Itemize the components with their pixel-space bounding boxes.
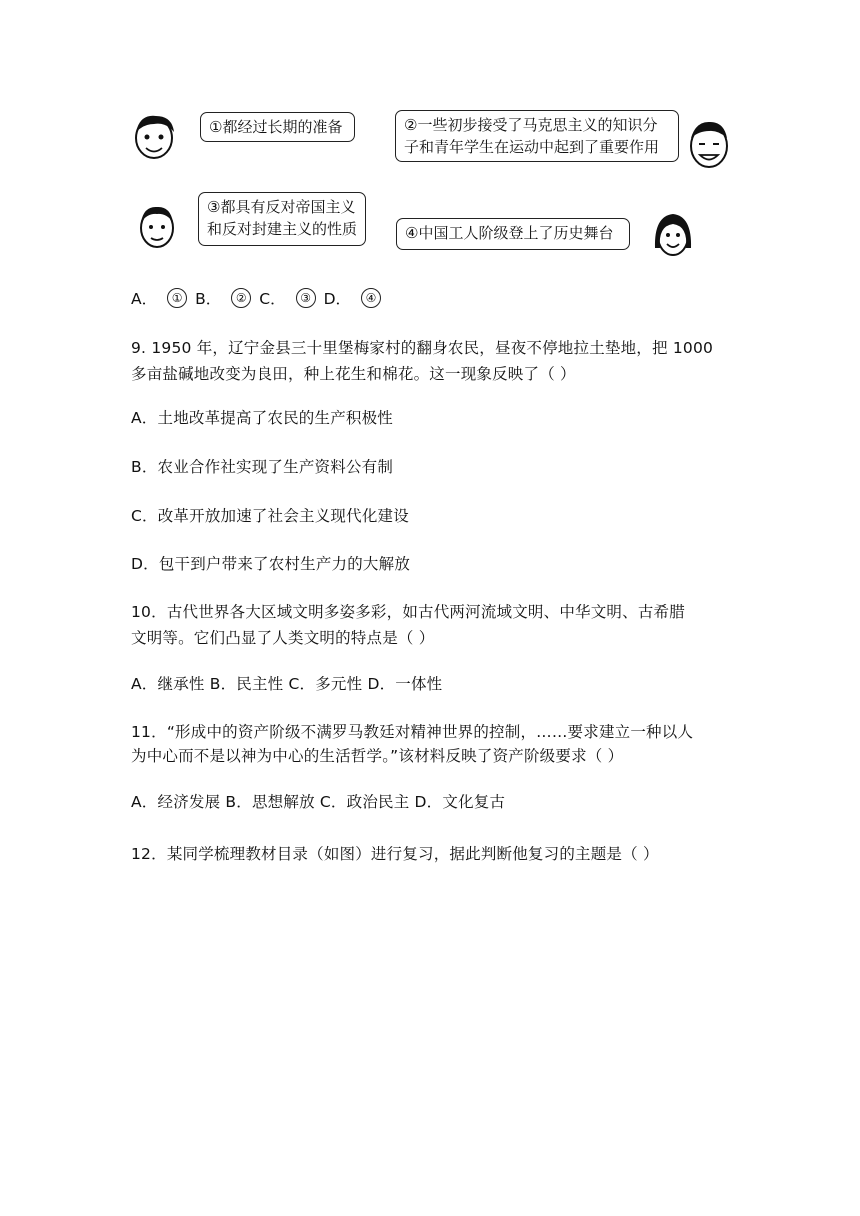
- q9-option-d: D．包干到户带来了农村生产力的大解放: [131, 555, 411, 573]
- speech-bubble-2: [395, 110, 679, 162]
- bubble-4-text: ④中国工人阶级登上了历史舞台: [405, 224, 614, 242]
- q9-stem-line-2: 多亩盐碱地改变为良田，种上花生和棉花。这一现象反映了（ ）: [131, 365, 576, 383]
- q8-options: [131, 287, 385, 309]
- student-face-2-icon: [684, 116, 734, 172]
- bubble-2-line-1: ②一些初步接受了马克思主义的知识分: [404, 116, 658, 134]
- q8-option-d-label: D．: [323, 290, 352, 308]
- q10-stem-line-1: 10．古代世界各大区域文明多姿多彩，如古代两河流域文明、中华文明、古希腊: [131, 603, 685, 621]
- speech-bubble-4: [396, 218, 630, 250]
- q9-stem-line-1: 9. 1950 年，辽宁金县三十里堡梅家村的翻身农民，昼夜不停地拉土垫地，把 1000: [131, 339, 714, 357]
- q10-options: A．继承性 B．民主性 C．多元性 D．一体性: [131, 675, 443, 693]
- q8-option-a-value: ①: [167, 288, 187, 308]
- speech-bubble-3: [198, 192, 366, 246]
- bubble-3-line-1: ③都具有反对帝国主义: [207, 198, 356, 216]
- speech-bubble-illustration: [128, 104, 738, 264]
- q8-option-d-value: ④: [361, 288, 381, 308]
- q8-option-c-value: ③: [296, 288, 316, 308]
- q9-option-a: A．土地改革提高了农民的生产积极性: [131, 409, 394, 427]
- q11-options: A．经济发展 B．思想解放 C．政治民主 D．文化复古: [131, 793, 506, 811]
- student-face-3-icon: [134, 200, 180, 252]
- student-face-1-icon: [130, 110, 180, 162]
- q9-option-c: C．改革开放加速了社会主义现代化建设: [131, 507, 409, 525]
- bubble-3-line-2: 和反对封建主义的性质: [207, 220, 358, 238]
- q12-stem: 12．某同学梳理教材目录（如图）进行复习，据此判断他复习的主题是（ ）: [131, 845, 659, 863]
- bubble-2-line-2: 子和青年学生在运动中起到了重要作用: [404, 138, 660, 156]
- bubble-1-text: ①都经过长期的准备: [209, 118, 343, 136]
- q8-option-c-label: C．: [259, 290, 286, 308]
- q8-option-b-value: ②: [231, 288, 251, 308]
- q8-option-b-label: B．: [195, 290, 222, 308]
- q11-stem-line-1: 11．“形成中的资产阶级不满罗马教廷对精神世界的控制，……要求建立一种以人: [131, 723, 694, 741]
- q9-option-b: B．农业合作社实现了生产资料公有制: [131, 458, 394, 476]
- q10-stem-line-2: 文明等。它们凸显了人类文明的特点是（ ）: [131, 629, 435, 647]
- q8-option-a-label: A．: [131, 290, 158, 308]
- student-face-4-icon: [650, 208, 696, 260]
- q11-stem-line-2: 为中心而不是以神为中心的生活哲学。”该材料反映了资产阶级要求（ ）: [131, 747, 624, 765]
- speech-bubble-1: [200, 112, 355, 142]
